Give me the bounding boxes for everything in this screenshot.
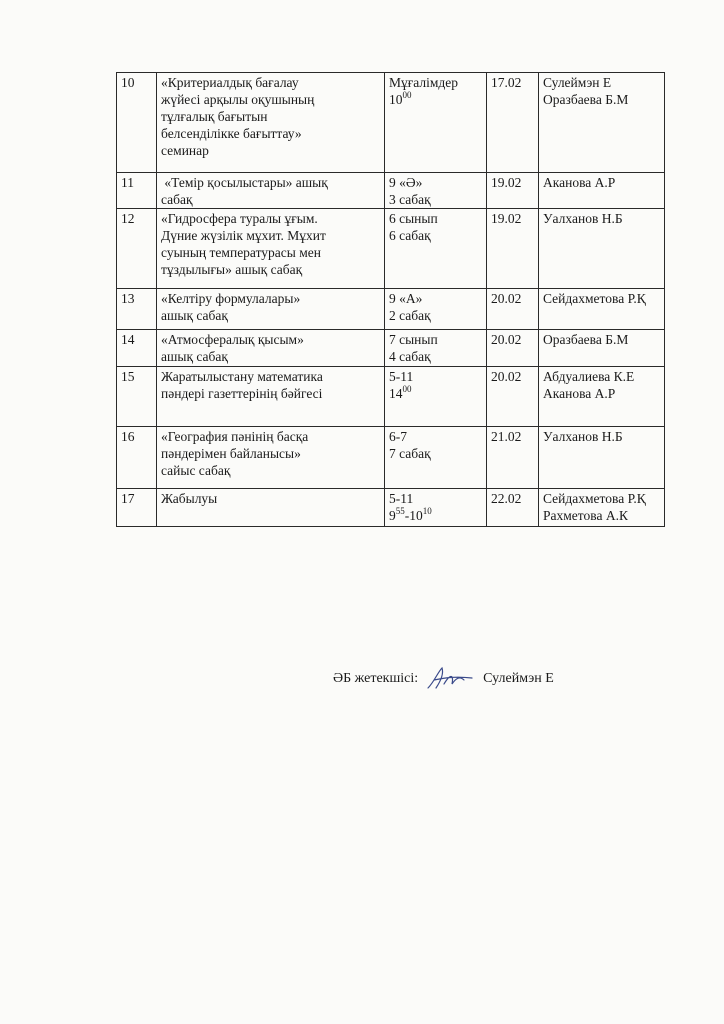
event-date: 22.02 <box>487 489 539 527</box>
table-row <box>117 489 665 527</box>
row-number: 17 <box>117 489 157 527</box>
event-date: 19.02 <box>487 209 539 289</box>
handwritten-signature <box>424 664 476 694</box>
table-row <box>117 73 665 173</box>
class-time: 9 «Ә» 3 сабақ <box>385 173 487 209</box>
row-number: 16 <box>117 427 157 489</box>
event-date: 21.02 <box>487 427 539 489</box>
class-time: 7 сынып 4 сабақ <box>385 330 487 367</box>
event-date: 19.02 <box>487 173 539 209</box>
event-title: «Атмосфералық қысым» ашық сабақ <box>157 330 385 367</box>
class-time: 5-11 $9^{55}-10^{10}$ <box>385 489 487 527</box>
class-time: 6-7 7 сабақ <box>385 427 487 489</box>
table-row <box>117 367 665 427</box>
row-number: 10 <box>117 73 157 173</box>
event-title: Жаратылыстану математика пәндері газеттерінің бәйгесі <box>157 367 385 427</box>
responsible: Оразбаева Б.М <box>539 330 665 367</box>
table-row <box>117 330 665 367</box>
responsible: Сейдахметова Р.Қ Рахметова А.К <box>539 489 665 527</box>
signature-name: Сулеймэн Е <box>483 671 554 686</box>
row-number: 15 <box>117 367 157 427</box>
responsible: Сулеймэн Е Оразбаева Б.М <box>539 73 665 173</box>
event-title: Жабылуы <box>157 489 385 527</box>
event-title: «Критериалдық бағалау жүйесі арқылы оқушының тұлғалық бағытын белсенділікке бағыттау» семинар <box>157 73 385 173</box>
table-row <box>117 427 665 489</box>
row-number: 11 <box>117 173 157 209</box>
responsible: Уалханов Н.Б <box>539 427 665 489</box>
responsible: Уалханов Н.Б <box>539 209 665 289</box>
event-title: «Темір қосылыстары» ашық сабақ <box>157 173 385 209</box>
table-row <box>117 209 665 289</box>
signature-block <box>333 664 554 694</box>
event-date: 17.02 <box>487 73 539 173</box>
class-time: 5-11 $14^{00}$ <box>385 367 487 427</box>
event-date: 20.02 <box>487 289 539 330</box>
signature-label: ӘБ жетекшісі: <box>333 671 419 686</box>
event-title: «Гидросфера туралы ұғым. Дүние жүзілік мұхит. Мұхит суының температурасы мен тұздылығы» ашық сабақ <box>157 209 385 289</box>
row-number: 13 <box>117 289 157 330</box>
class-time: Мұғалімдер $10^{00}$ <box>385 73 487 173</box>
event-date: 20.02 <box>487 367 539 427</box>
table-row <box>117 173 665 209</box>
row-number: 14 <box>117 330 157 367</box>
event-title: «География пәнінің басқа пәндерімен байланысы» сайыс сабақ <box>157 427 385 489</box>
class-time: 6 сынып 6 сабақ <box>385 209 487 289</box>
class-time: 9 «А» 2 сабақ <box>385 289 487 330</box>
event-title: «Келтіру формулалары» ашық сабақ <box>157 289 385 330</box>
schedule-table <box>116 72 665 527</box>
table-row <box>117 289 665 330</box>
row-number: 12 <box>117 209 157 289</box>
responsible: Абдуалиева К.Е Аканова А.Р <box>539 367 665 427</box>
event-date: 20.02 <box>487 330 539 367</box>
responsible: Аканова А.Р <box>539 173 665 209</box>
responsible: Сейдахметова Р.Қ <box>539 289 665 330</box>
